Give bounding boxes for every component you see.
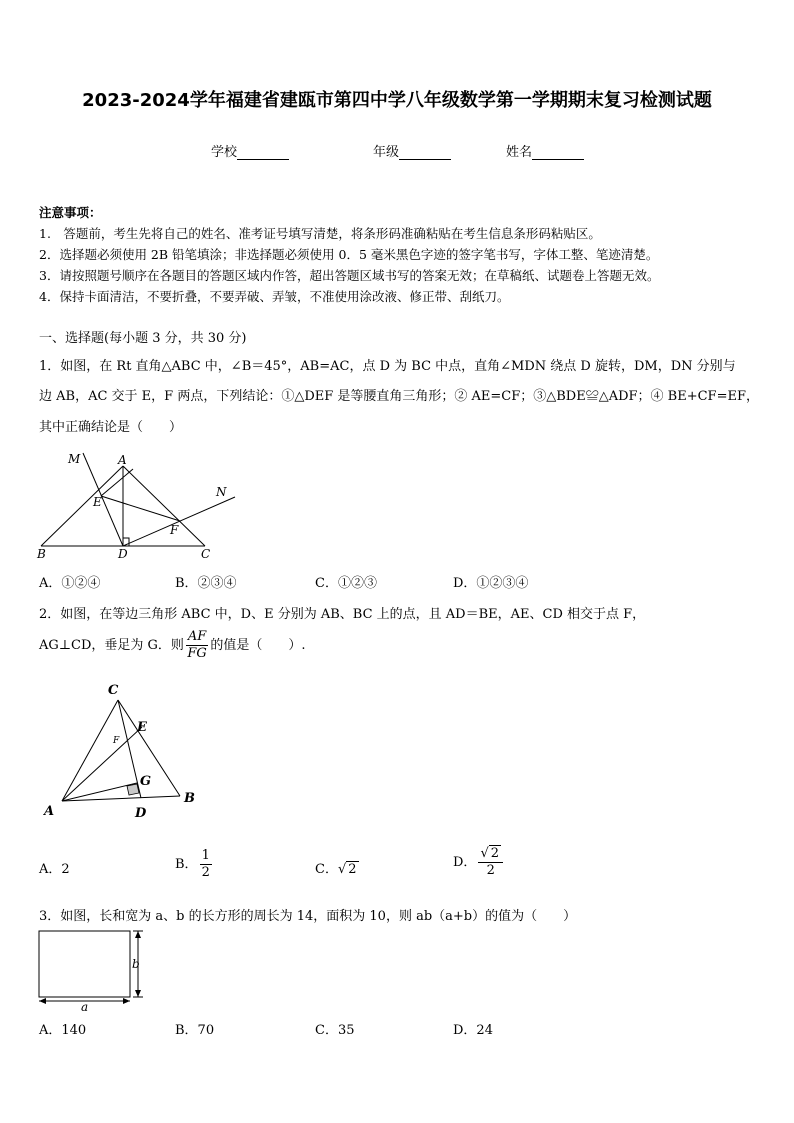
q2-line-2-suffix: 的值是（ ）.	[210, 638, 306, 653]
q2-option-b-num: 1	[201, 848, 210, 863]
q1-option-a[interactable]: A．①②④	[39, 576, 101, 591]
q2-option-c-sqrt: √ 2	[337, 862, 357, 877]
q3-label-a: a	[81, 1000, 89, 1014]
q2-option-d-radicand: 2	[490, 846, 500, 861]
q2-option-d-fraction	[478, 846, 503, 879]
q3-arrow-b-up	[135, 931, 141, 938]
grade-blank[interactable]	[399, 145, 451, 160]
q2-option-a[interactable]: A．2	[39, 862, 70, 877]
section-title: 一、选择题(每小题 3 分，共 30 分)	[39, 331, 247, 346]
q3-figure	[30, 925, 155, 1015]
q2-label-e: E	[137, 720, 147, 735]
q2-option-b-prefix: B．	[175, 857, 198, 872]
q3-option-d[interactable]: D．24	[453, 1023, 493, 1038]
school-blank[interactable]	[237, 145, 289, 160]
q3-label-b: b	[132, 957, 140, 971]
q2-figure	[40, 680, 210, 825]
q2-right-angle-mark	[127, 784, 139, 795]
q2-segment-cd	[118, 700, 141, 798]
q2-line-2-prefix: AG⊥CD，垂足为 G．则	[39, 638, 184, 653]
q2-frac-num: AF	[187, 629, 207, 644]
q1-line-2: 边 AB，AC 交于 E，F 两点，下列结论：①△DEF 是等腰直角三角形；② AE=CF；③△BDE≌△ADF；④ BE+CF=EF，	[39, 389, 759, 404]
q2-option-d-num	[478, 846, 503, 863]
q1-option-c[interactable]: C．①②③	[315, 576, 377, 591]
q1-label-c: C	[201, 547, 211, 561]
q2-label-a: A	[44, 804, 55, 819]
q1-figure	[30, 450, 245, 565]
q1-label-d: D	[118, 547, 128, 561]
q3-arrow-b-down	[135, 990, 141, 997]
q1-side-ab	[41, 466, 123, 546]
q2-option-c-radicand: 2	[348, 862, 357, 877]
q1-label-a: A	[118, 453, 127, 467]
q3-arrow-a-right	[123, 998, 130, 1004]
page-title: 2023-2024学年福建省建瓯市第四中学八年级数学第一学期期末复习检测试题	[82, 90, 712, 111]
q1-line-3: 其中正确结论是（ ）	[39, 420, 183, 435]
q1-option-d[interactable]: D．①②③④	[453, 576, 529, 591]
q2-label-b: B	[184, 791, 195, 806]
q1-line-1: 1．如图，在 Rt 直角△ABC 中，∠B＝45°，AB=AC，点 D 为 BC 中点，直角∠MDN 绕点 D 旋转，DM，DN 分别与	[39, 359, 736, 374]
q1-label-m: M	[68, 452, 81, 466]
q2-option-b-den: 2	[201, 865, 210, 880]
q3-line-1: 3．如图，长和宽为 a、b 的长方形的周长为 14，面积为 10，则 ab（a+b）的值为（ ）	[39, 909, 577, 924]
notice-item-2: 2．选择题必须使用 2B 铅笔填涂；非选择题必须使用 0．5 毫米黑色字迹的签字笔书写，字体工整、笔迹清楚。	[39, 247, 659, 262]
q1-label-f: F	[170, 523, 179, 537]
q2-option-b-fraction	[200, 848, 212, 881]
q2-side-ca	[62, 700, 118, 801]
q2-fraction	[186, 629, 208, 662]
q2-option-c[interactable]	[315, 858, 359, 877]
q2-option-d-prefix: D．	[453, 855, 477, 870]
q1-label-e: E	[93, 495, 102, 509]
q2-label-f: F	[113, 736, 120, 746]
q2-label-g: G	[140, 774, 152, 789]
q3-option-a[interactable]: A．140	[39, 1023, 87, 1038]
school-label: 学校	[211, 145, 238, 160]
q1-option-b[interactable]: B．②③④	[175, 576, 237, 591]
name-label: 姓名	[506, 145, 533, 160]
notice-item-3: 3．请按照题号顺序在各题目的答题区域内作答，超出答题区域书写的答案无效；在草稿纸、试题卷上答题无效。	[39, 268, 660, 283]
q1-segment-ef	[101, 496, 180, 521]
q2-label-d: D	[135, 806, 147, 821]
q3-rectangle	[39, 931, 130, 997]
q2-label-c: C	[108, 683, 119, 698]
q3-option-b[interactable]: B．70	[175, 1023, 215, 1038]
q2-option-d-sqrt: √ 2	[480, 846, 500, 861]
q2-option-b[interactable]	[175, 848, 214, 881]
notice-heading: 注意事项：	[39, 205, 102, 220]
q2-frac-den: FG	[187, 646, 207, 661]
q1-side-ac	[123, 466, 205, 546]
name-blank[interactable]	[532, 145, 584, 160]
q2-option-d[interactable]	[453, 846, 505, 879]
school-field	[211, 141, 289, 160]
q1-label-n: N	[216, 485, 227, 499]
q1-ray-dn	[123, 497, 235, 546]
grade-label: 年级	[373, 145, 400, 160]
q2-option-c-prefix: C．	[315, 862, 338, 877]
name-field	[506, 141, 584, 160]
q3-option-c[interactable]: C．35	[315, 1023, 355, 1038]
grade-field	[373, 141, 451, 160]
q3-arrow-a-left	[39, 998, 46, 1004]
q1-label-b: B	[37, 547, 46, 561]
q2-line-1: 2．如图，在等边三角形 ABC 中，D、E 分别为 AB、BC 上的点，且 AD＝BE，AE、CD 相交于点 F，	[39, 607, 646, 622]
notice-item-1: 1. 答题前，考生先将自己的姓名、准考证号填写清楚，将条形码准确粘贴在考生信息条形码粘贴区。	[39, 226, 601, 241]
q2-option-d-den: 2	[486, 863, 495, 878]
q2-line-2	[39, 629, 305, 662]
notice-item-4: 4．保持卡面清洁，不要折叠，不要弄破、弄皱，不准使用涂改液、修正带、刮纸刀。	[39, 289, 510, 304]
